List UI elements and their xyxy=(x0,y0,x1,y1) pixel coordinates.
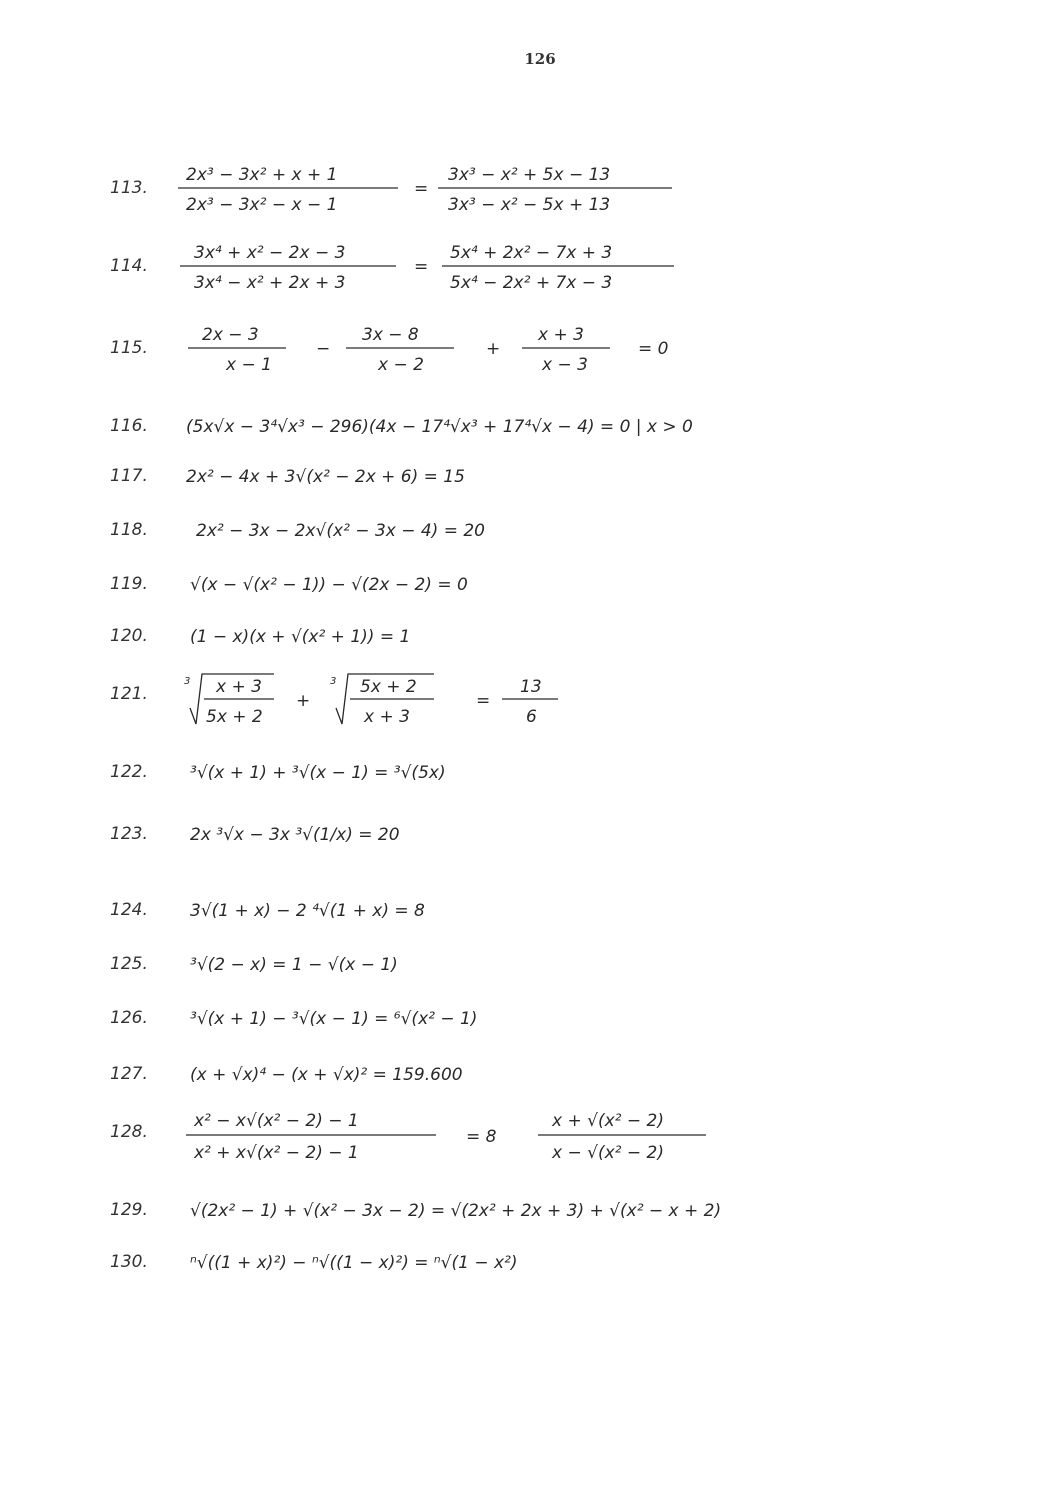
equation xyxy=(186,1102,1026,1162)
equation xyxy=(186,236,1026,296)
plus-sign: + xyxy=(296,691,311,711)
equation-text: √(x − √(x² − 1)) − √(2x − 2) = 0 xyxy=(190,575,468,595)
fraction-a-numerator: x + 3 xyxy=(216,677,262,697)
equation-text: (5x√x − 3⁴√x³ − 296)(4x − 17⁴√x³ + 17⁴√x − 4) = 0 | x > 0 xyxy=(186,417,693,437)
root-index: 3 xyxy=(330,676,337,687)
equation xyxy=(186,1232,1026,1292)
problem-number: 122. xyxy=(110,762,148,782)
equation xyxy=(186,804,1026,864)
problem-121 xyxy=(110,664,1030,727)
problem-number: 115. xyxy=(110,338,148,358)
equation-text: (1 − x)(x + √(x² + 1)) = 1 xyxy=(190,627,411,647)
rhs-numerator: 3x³ − x² + 5x − 13 xyxy=(448,165,611,185)
problem-number: 124. xyxy=(110,900,148,920)
fraction-2-numerator: 3x − 8 xyxy=(362,325,419,345)
equation xyxy=(186,934,1026,994)
problem-number: 116. xyxy=(110,416,148,436)
problem-number: 114. xyxy=(110,256,148,276)
result-denominator: 6 xyxy=(526,707,537,727)
problem-number: 118. xyxy=(110,520,148,540)
problem-128 xyxy=(110,1102,1030,1162)
equation xyxy=(186,1044,1026,1104)
fraction-a-numerator: x² − x√(x² − 2) − 1 xyxy=(194,1111,359,1131)
problem-117 xyxy=(110,446,1030,506)
fraction-a-denominator: x² + x√(x² − 2) − 1 xyxy=(194,1143,359,1163)
problem-120 xyxy=(110,606,1030,666)
equation xyxy=(186,158,1026,218)
equation-text: 2x ³√x − 3x ³√(1/x) = 20 xyxy=(190,825,400,845)
fraction-b-numerator: x + √(x² − 2) xyxy=(552,1111,664,1131)
problem-124 xyxy=(110,880,1030,940)
problem-123 xyxy=(110,804,1030,864)
equation xyxy=(186,500,1026,560)
equation xyxy=(186,1180,1026,1240)
equation-text: 2x² − 3x − 2x√(x² − 3x − 4) = 20 xyxy=(196,521,485,541)
problem-number: 129. xyxy=(110,1200,148,1220)
equals-sign: = xyxy=(414,257,429,277)
fraction-1-denominator: x − 1 xyxy=(226,355,272,375)
problem-number: 128. xyxy=(110,1122,148,1142)
equals-zero: = 0 xyxy=(638,339,669,359)
fraction-3-numerator: x + 3 xyxy=(538,325,584,345)
problem-number: 125. xyxy=(110,954,148,974)
fraction-b-denominator: x − √(x² − 2) xyxy=(552,1143,664,1163)
problem-127 xyxy=(110,1044,1030,1104)
problem-number: 113. xyxy=(110,178,148,198)
lhs-denominator: 2x³ − 3x² − x − 1 xyxy=(186,195,338,215)
fraction-2-denominator: x − 2 xyxy=(378,355,424,375)
equation-text: 3√(1 + x) − 2 ⁴√(1 + x) = 8 xyxy=(190,901,425,921)
problem-119 xyxy=(110,554,1030,614)
problem-126 xyxy=(110,988,1030,1048)
lhs-denominator: 3x⁴ − x² + 2x + 3 xyxy=(194,273,346,293)
equation-text: √(2x² − 1) + √(x² − 3x − 2) = √(2x² + 2x + 3) + √(x² − x + 2) xyxy=(190,1201,722,1221)
equation xyxy=(186,446,1026,506)
fraction-1-numerator: 2x − 3 xyxy=(202,325,259,345)
problem-number: 120. xyxy=(110,626,148,646)
fraction-a-denominator: 5x + 2 xyxy=(206,707,263,727)
problem-118 xyxy=(110,500,1030,560)
rhs-denominator: 3x³ − x² − 5x + 13 xyxy=(448,195,611,215)
lhs-numerator: 2x³ − 3x² + x + 1 xyxy=(186,165,338,185)
problem-number: 121. xyxy=(110,684,148,704)
root-index: 3 xyxy=(184,676,191,687)
equation-text: ³√(x + 1) + ³√(x − 1) = ³√(5x) xyxy=(190,763,446,783)
problem-130 xyxy=(110,1232,1030,1292)
equation-text: 2x² − 4x + 3√(x² − 2x + 6) = 15 xyxy=(186,467,465,487)
equation-text: (x + √x)⁴ − (x + √x)² = 159.600 xyxy=(190,1065,463,1085)
equals-sign: = xyxy=(414,179,429,199)
fraction-b-denominator: x + 3 xyxy=(364,707,410,727)
fraction-b-numerator: 5x + 2 xyxy=(360,677,417,697)
problem-113 xyxy=(110,158,1030,218)
equation xyxy=(186,988,1026,1048)
equation xyxy=(186,606,1026,666)
equation-text: ⁿ√((1 + x)²) − ⁿ√((1 − x)²) = ⁿ√(1 − x²) xyxy=(190,1253,518,1273)
equals-eight: = 8 xyxy=(466,1127,497,1147)
problem-115 xyxy=(110,318,1030,378)
equation xyxy=(186,318,1026,378)
problem-114 xyxy=(110,236,1030,296)
rhs-numerator: 5x⁴ + 2x² − 7x + 3 xyxy=(450,243,613,263)
minus-sign: − xyxy=(316,339,331,359)
rhs-denominator: 5x⁴ − 2x² + 7x − 3 xyxy=(450,273,613,293)
problem-number: 123. xyxy=(110,824,148,844)
equation-text: ³√(2 − x) = 1 − √(x − 1) xyxy=(190,955,398,975)
problem-number: 130. xyxy=(110,1252,148,1272)
equation xyxy=(186,554,1026,614)
equation-text: ³√(x + 1) − ³√(x − 1) = ⁶√(x² − 1) xyxy=(190,1009,478,1029)
equation xyxy=(186,742,1026,802)
problem-number: 117. xyxy=(110,466,148,486)
page-number: 126 xyxy=(524,50,556,68)
equation xyxy=(184,664,1026,727)
problem-125 xyxy=(110,934,1030,994)
problem-number: 119. xyxy=(110,574,148,594)
lhs-numerator: 3x⁴ + x² − 2x − 3 xyxy=(194,243,346,263)
result-numerator: 13 xyxy=(520,677,542,697)
problem-129 xyxy=(110,1180,1030,1240)
fraction-3-denominator: x − 3 xyxy=(542,355,588,375)
problem-number: 126. xyxy=(110,1008,148,1028)
problem-122 xyxy=(110,742,1030,802)
equals-sign: = xyxy=(476,691,491,711)
problem-number: 127. xyxy=(110,1064,148,1084)
equation xyxy=(186,880,1026,940)
plus-sign: + xyxy=(486,339,501,359)
